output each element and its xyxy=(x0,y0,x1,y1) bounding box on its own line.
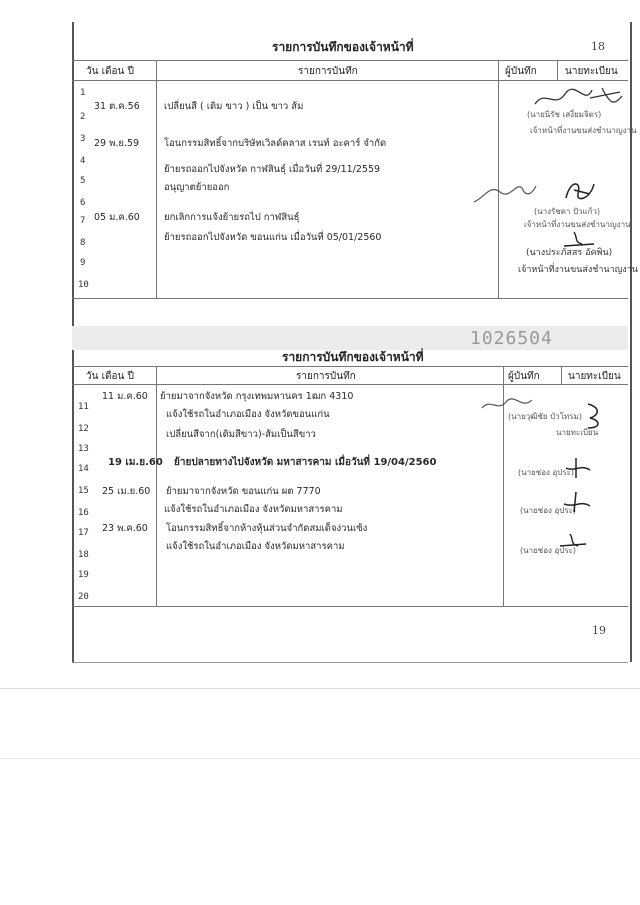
row-number: 19 xyxy=(78,570,89,580)
signature-name: (นายช่อง อุประ) xyxy=(518,468,575,477)
entry-date: 05 ม.ค.60 xyxy=(94,212,140,223)
header-registrar: นายทะเบียน xyxy=(565,66,618,77)
entry-text: ยกเลิกการแจ้งย้ายรถไป กาฬสินธุ์ xyxy=(164,212,300,223)
entry-text: โอนกรรมสิทธิ์จากห้างหุ้นส่วนจำกัดสมเด็จง่วนเซ้ง xyxy=(166,523,368,534)
row-number: 1 xyxy=(80,88,86,98)
header-recorder: ผู้บันทึก xyxy=(508,371,540,382)
scan-artifact-line xyxy=(0,758,640,759)
entry-date: 31 ต.ค.56 xyxy=(94,101,140,112)
entry-text: แจ้งใช้รถในอำเภอเมือง จังหวัดมหาสารคาม xyxy=(166,541,345,552)
row-number: 3 xyxy=(80,134,86,144)
divider xyxy=(72,606,628,607)
entry-text: ย้ายรถออกไปจังหวัด ขอนแก่น เมื่อวันที่ 05/01/2560 xyxy=(164,232,382,243)
column-divider xyxy=(156,60,157,298)
entry-date: 19 เม.ย.60 xyxy=(108,457,163,468)
row-number: 7 xyxy=(80,216,86,226)
entry-text: ย้ายปลายทางไปจังหวัด มหาสารคาม เมื่อวันที่ 19/04/2560 xyxy=(174,457,437,468)
entry-text: ย้ายรถออกไปจังหวัด กาฬสินธุ์ เมื่อวันที่ 29/11/2559 xyxy=(164,164,381,175)
row-number: 20 xyxy=(78,592,89,602)
entry-date: 11 ม.ค.60 xyxy=(102,391,148,402)
column-divider xyxy=(561,366,562,384)
row-number: 5 xyxy=(80,176,86,186)
divider xyxy=(72,298,628,299)
serial-stamp: 1026504 xyxy=(470,328,553,349)
row-number: 2 xyxy=(80,112,86,122)
row-number: 17 xyxy=(78,528,89,538)
row-number: 12 xyxy=(78,424,89,434)
row-number: 14 xyxy=(78,464,89,474)
row-number: 13 xyxy=(78,444,89,454)
entry-date: 23 พ.ค.60 xyxy=(102,523,148,534)
page-title-top: รายการบันทึกของเจ้าหน้าที่ xyxy=(272,40,414,54)
signature-title: เจ้าหน้าที่งานขนส่งชำนาญงาน xyxy=(524,220,631,229)
entry-text: อนุญาตย้ายออก xyxy=(164,182,230,193)
entry-text: ย้ายมาจากจังหวัด กรุงเทพมหานคร 1ฒก 4310 xyxy=(160,391,354,402)
entry-text: แจ้งใช้รถในอำเภอเมือง จังหวัดขอนแก่น xyxy=(166,409,330,420)
signature-name: (นางประภัสสร อัคพิน) xyxy=(526,248,613,258)
entry-text: แจ้งใช้รถในอำเภอเมือง จังหวัดมหาสารคาม xyxy=(164,504,343,515)
signature-title: เจ้าหน้าที่งานขนส่งชำนาญงาน xyxy=(518,265,638,275)
row-number: 6 xyxy=(80,198,86,208)
header-record: รายการบันทึก xyxy=(298,66,358,77)
row-number: 9 xyxy=(80,258,86,268)
header-registrar: นายทะเบียน xyxy=(568,371,621,382)
row-number: 4 xyxy=(80,156,86,166)
header-date: วัน เดือน ปี xyxy=(86,371,134,382)
signature-title: เจ้าหน้าที่งานขนส่งชำนาญงาน xyxy=(530,126,637,135)
page-number-bottom: 19 xyxy=(592,624,606,637)
signature-name: (นายช่อง อุประ) xyxy=(520,506,577,515)
signature-name: (นายนิรัช เสงี่ยมจิตร) xyxy=(527,110,602,119)
column-divider xyxy=(557,60,558,80)
column-divider xyxy=(498,60,499,298)
column-divider xyxy=(503,366,504,606)
entry-text: โอนกรรมสิทธิ์จากบริษัทเวิลด์คลาส เรนท์ อะคาร์ จำกัด xyxy=(164,138,387,149)
page-title-bottom: รายการบันทึกของเจ้าหน้าที่ xyxy=(282,350,424,364)
row-number: 10 xyxy=(78,280,89,290)
divider xyxy=(72,662,628,663)
row-number: 15 xyxy=(78,486,89,496)
entry-text: ย้ายมาจากจังหวัด ขอนแก่น ผต 7770 xyxy=(166,486,321,497)
row-number: 16 xyxy=(78,508,89,518)
row-number: 18 xyxy=(78,550,89,560)
signature-title: นายทะเบียน xyxy=(556,428,599,437)
signature-name: (นางรัชดา ปัวแก้ว) xyxy=(534,207,601,216)
header-record: รายการบันทึก xyxy=(296,371,356,382)
header-date: วัน เดือน ปี xyxy=(86,66,134,77)
signature-name: (นายช่อง อุประ) xyxy=(520,546,577,555)
column-divider xyxy=(156,366,157,606)
entry-date: 29 พ.ย.59 xyxy=(94,138,140,149)
row-number: 8 xyxy=(80,238,86,248)
signature-name: (นายวุฒิชัย บัวโทรม) xyxy=(508,412,582,421)
entry-date: 25 เม.ย.60 xyxy=(102,486,151,497)
scan-artifact-line xyxy=(0,688,640,689)
entry-text: เปลี่ยนสีจาก(เดิมสีขาว)-ส้มเป็นสีขาว xyxy=(166,429,316,440)
row-number: 11 xyxy=(78,402,89,412)
entry-text: เปลี่ยนสี ( เดิม ขาว ) เป็น ขาว ส้ม xyxy=(164,101,304,112)
header-recorder: ผู้บันทึก xyxy=(505,66,537,77)
page-number-top: 18 xyxy=(591,40,605,53)
